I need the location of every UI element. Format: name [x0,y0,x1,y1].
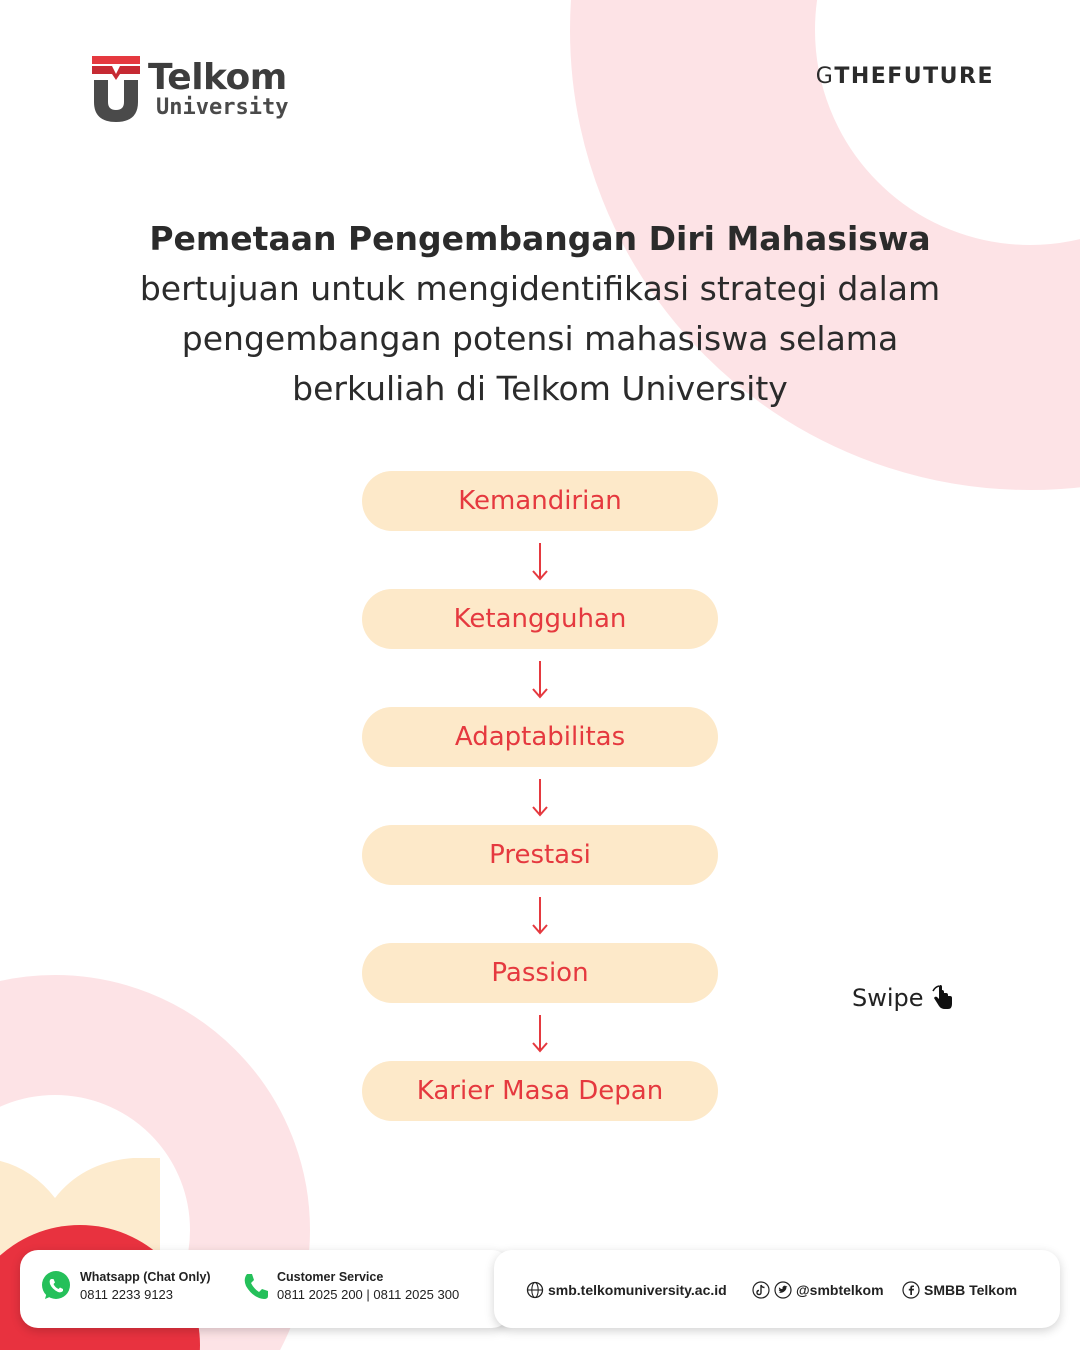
step-adaptabilitas: Adaptabilitas [362,707,718,767]
tiktok-icon [752,1281,770,1299]
arrow-down-icon [362,649,718,707]
arrow-down-icon [362,767,718,825]
facebook-icon [902,1281,920,1299]
logo-subtitle: University [156,95,289,120]
intro-line-3: berkuliah di Telkom University [292,369,788,408]
swipe-label: Swipe [852,984,924,1012]
whatsapp-number: 0811 2233 9123 [80,1287,174,1302]
step-passion: Passion [362,943,718,1003]
intro-title: Pemetaan Pengembangan Diri Mahasiswa [149,219,931,258]
customer-service-contact[interactable] [243,1268,459,1304]
globe-icon [526,1281,544,1299]
arrow-down-icon [362,1003,718,1061]
arrow-down-icon [362,885,718,943]
tagline-prefix: G [815,64,835,89]
customer-service-label: Customer Service [277,1270,384,1284]
step-prestasi: Prestasi [362,825,718,885]
facebook-link[interactable] [902,1281,1017,1299]
twitter-icon [774,1281,792,1299]
intro-line-2: pengembangan potensi mahasiswa selama [181,319,899,358]
swipe-hint[interactable] [852,984,954,1012]
whatsapp-icon [40,1270,72,1302]
facebook-text: SMBB Telkom [924,1282,1018,1298]
step-karier-masa-depan: Karier Masa Depan [362,1061,718,1121]
logo-wordmark: Telkom [148,57,287,98]
website-link[interactable] [526,1281,727,1299]
customer-service-numbers: 0811 2025 200 | 0811 2025 300 [277,1287,460,1302]
hand-pointer-icon [930,985,954,1011]
whatsapp-contact[interactable] [40,1268,211,1304]
tagline-text: THEFUTURE [834,64,994,89]
social-handle-link[interactable] [752,1281,884,1299]
telkom-logo-mark-icon [92,56,140,122]
telkom-university-logo [92,56,302,126]
step-kemandirian: Kemandirian [362,471,718,531]
phone-icon [243,1272,269,1300]
social-handle-text: @smbtelkom [796,1282,884,1298]
intro-line-1: bertujuan untuk mengidentifikasi strategi dalam [139,269,941,308]
development-flow [362,471,718,1121]
tagline [816,64,994,89]
website-text: smb.telkomuniversity.ac.id [548,1282,727,1298]
step-ketangguhan: Ketangguhan [362,589,718,649]
intro-text [120,214,960,414]
whatsapp-label: Whatsapp (Chat Only) [80,1270,211,1284]
arrow-down-icon [362,531,718,589]
